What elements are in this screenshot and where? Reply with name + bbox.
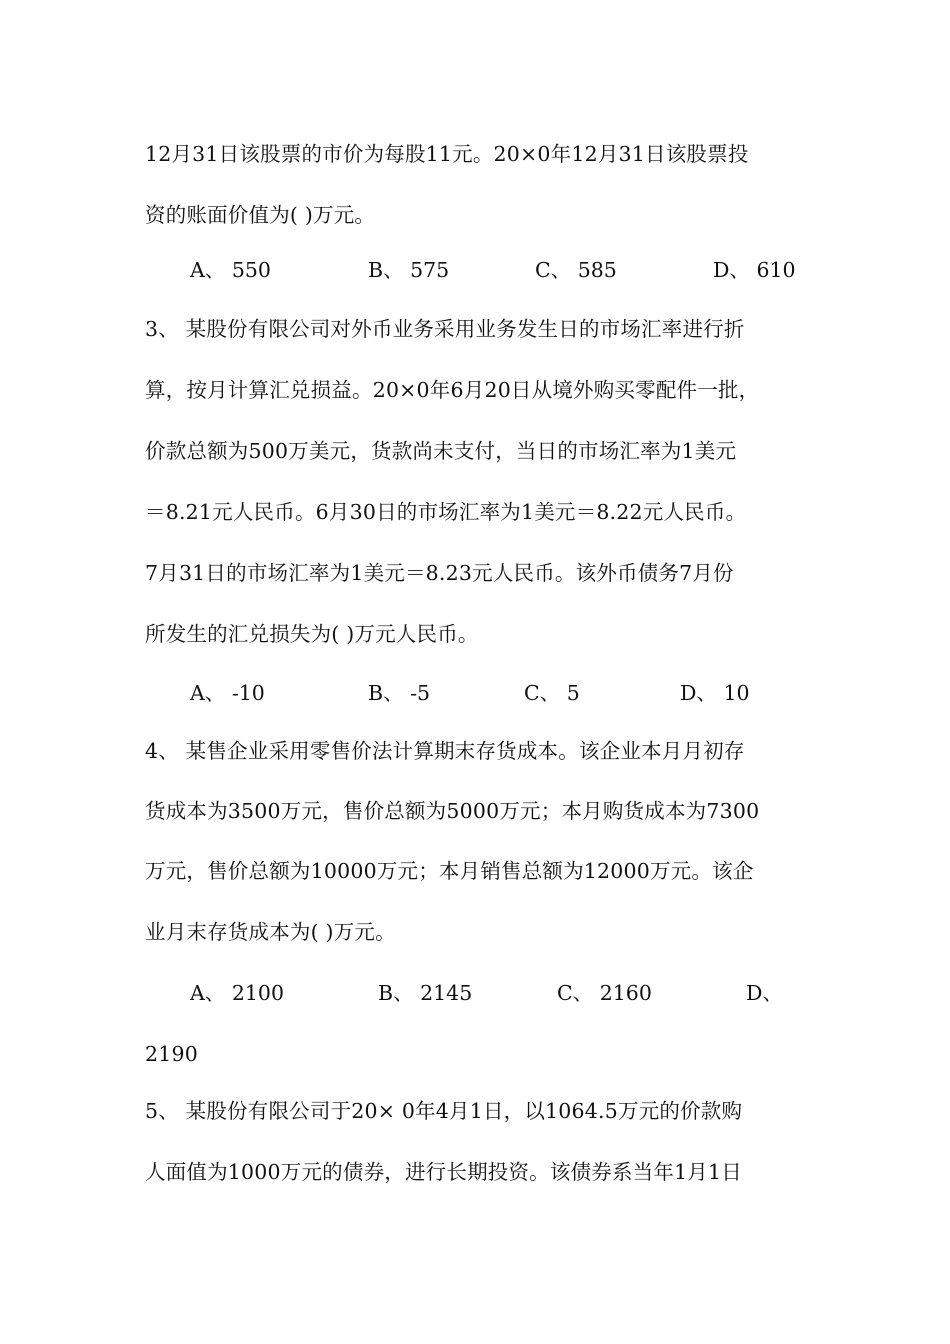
question-4-line-2: 货成本为3500万元，售价总额为5000万元；本月购货成本为7300 bbox=[145, 799, 760, 823]
option-c: C、 585 bbox=[535, 258, 617, 282]
option-d: D、 10 bbox=[680, 681, 750, 705]
question-4-line-1: 4、 某售企业采用零售价法计算期末存货成本。该企业本月月初存 bbox=[145, 739, 745, 763]
option-a: A、 550 bbox=[190, 258, 271, 282]
option-b: B、 2145 bbox=[378, 981, 473, 1005]
option-d: D、 610 bbox=[713, 258, 796, 282]
option-a: A、 2100 bbox=[190, 981, 284, 1005]
option-b: B、 575 bbox=[368, 258, 450, 282]
option-d-value-wrapped: 2190 bbox=[145, 1042, 198, 1066]
option-c: C、 2160 bbox=[557, 981, 652, 1005]
text-line-2: 资的账面价值为( )万元。 bbox=[145, 203, 376, 227]
question-3-line-3: 价款总额为500万美元，货款尚未支付，当日的市场汇率为1美元 bbox=[145, 439, 737, 463]
question-3-line-2: 算，按月计算汇兑损益。20×0年6月20日从境外购买零配件一批， bbox=[145, 378, 760, 402]
question-3-line-1: 3、 某股份有限公司对外币业务采用业务发生日的市场汇率进行折 bbox=[145, 317, 745, 341]
question-3-line-5: 7月31日的市场汇率为1美元＝8.23元人民币。该外币债务7月份 bbox=[145, 561, 734, 585]
text-line-1: 12月31日该股票的市价为每股11元。20×0年12月31日该股票投 bbox=[145, 142, 749, 166]
option-a: A、 -10 bbox=[190, 681, 265, 705]
option-b: B、 -5 bbox=[368, 681, 431, 705]
option-c: C、 5 bbox=[524, 681, 580, 705]
question-3-line-4: ＝8.21元人民币。6月30日的市场汇率为1美元＝8.22元人民币。 bbox=[145, 500, 747, 524]
option-d: D、 bbox=[746, 981, 783, 1005]
question-4-line-3: 万元，售价总额为10000万元；本月销售总额为12000万元。该企 bbox=[145, 859, 754, 883]
question-5-line-2: 人面值为1000万元的债券，进行长期投资。该债券系当年1月1日 bbox=[145, 1160, 742, 1184]
question-5-line-1: 5、 某股份有限公司于20× 0年4月1日，以1064.5万元的价款购 bbox=[145, 1099, 743, 1123]
question-4-line-4: 业月末存货成本为( )万元。 bbox=[145, 920, 396, 944]
question-3-line-6: 所发生的汇兑损失为( )万元人民币。 bbox=[145, 622, 479, 646]
